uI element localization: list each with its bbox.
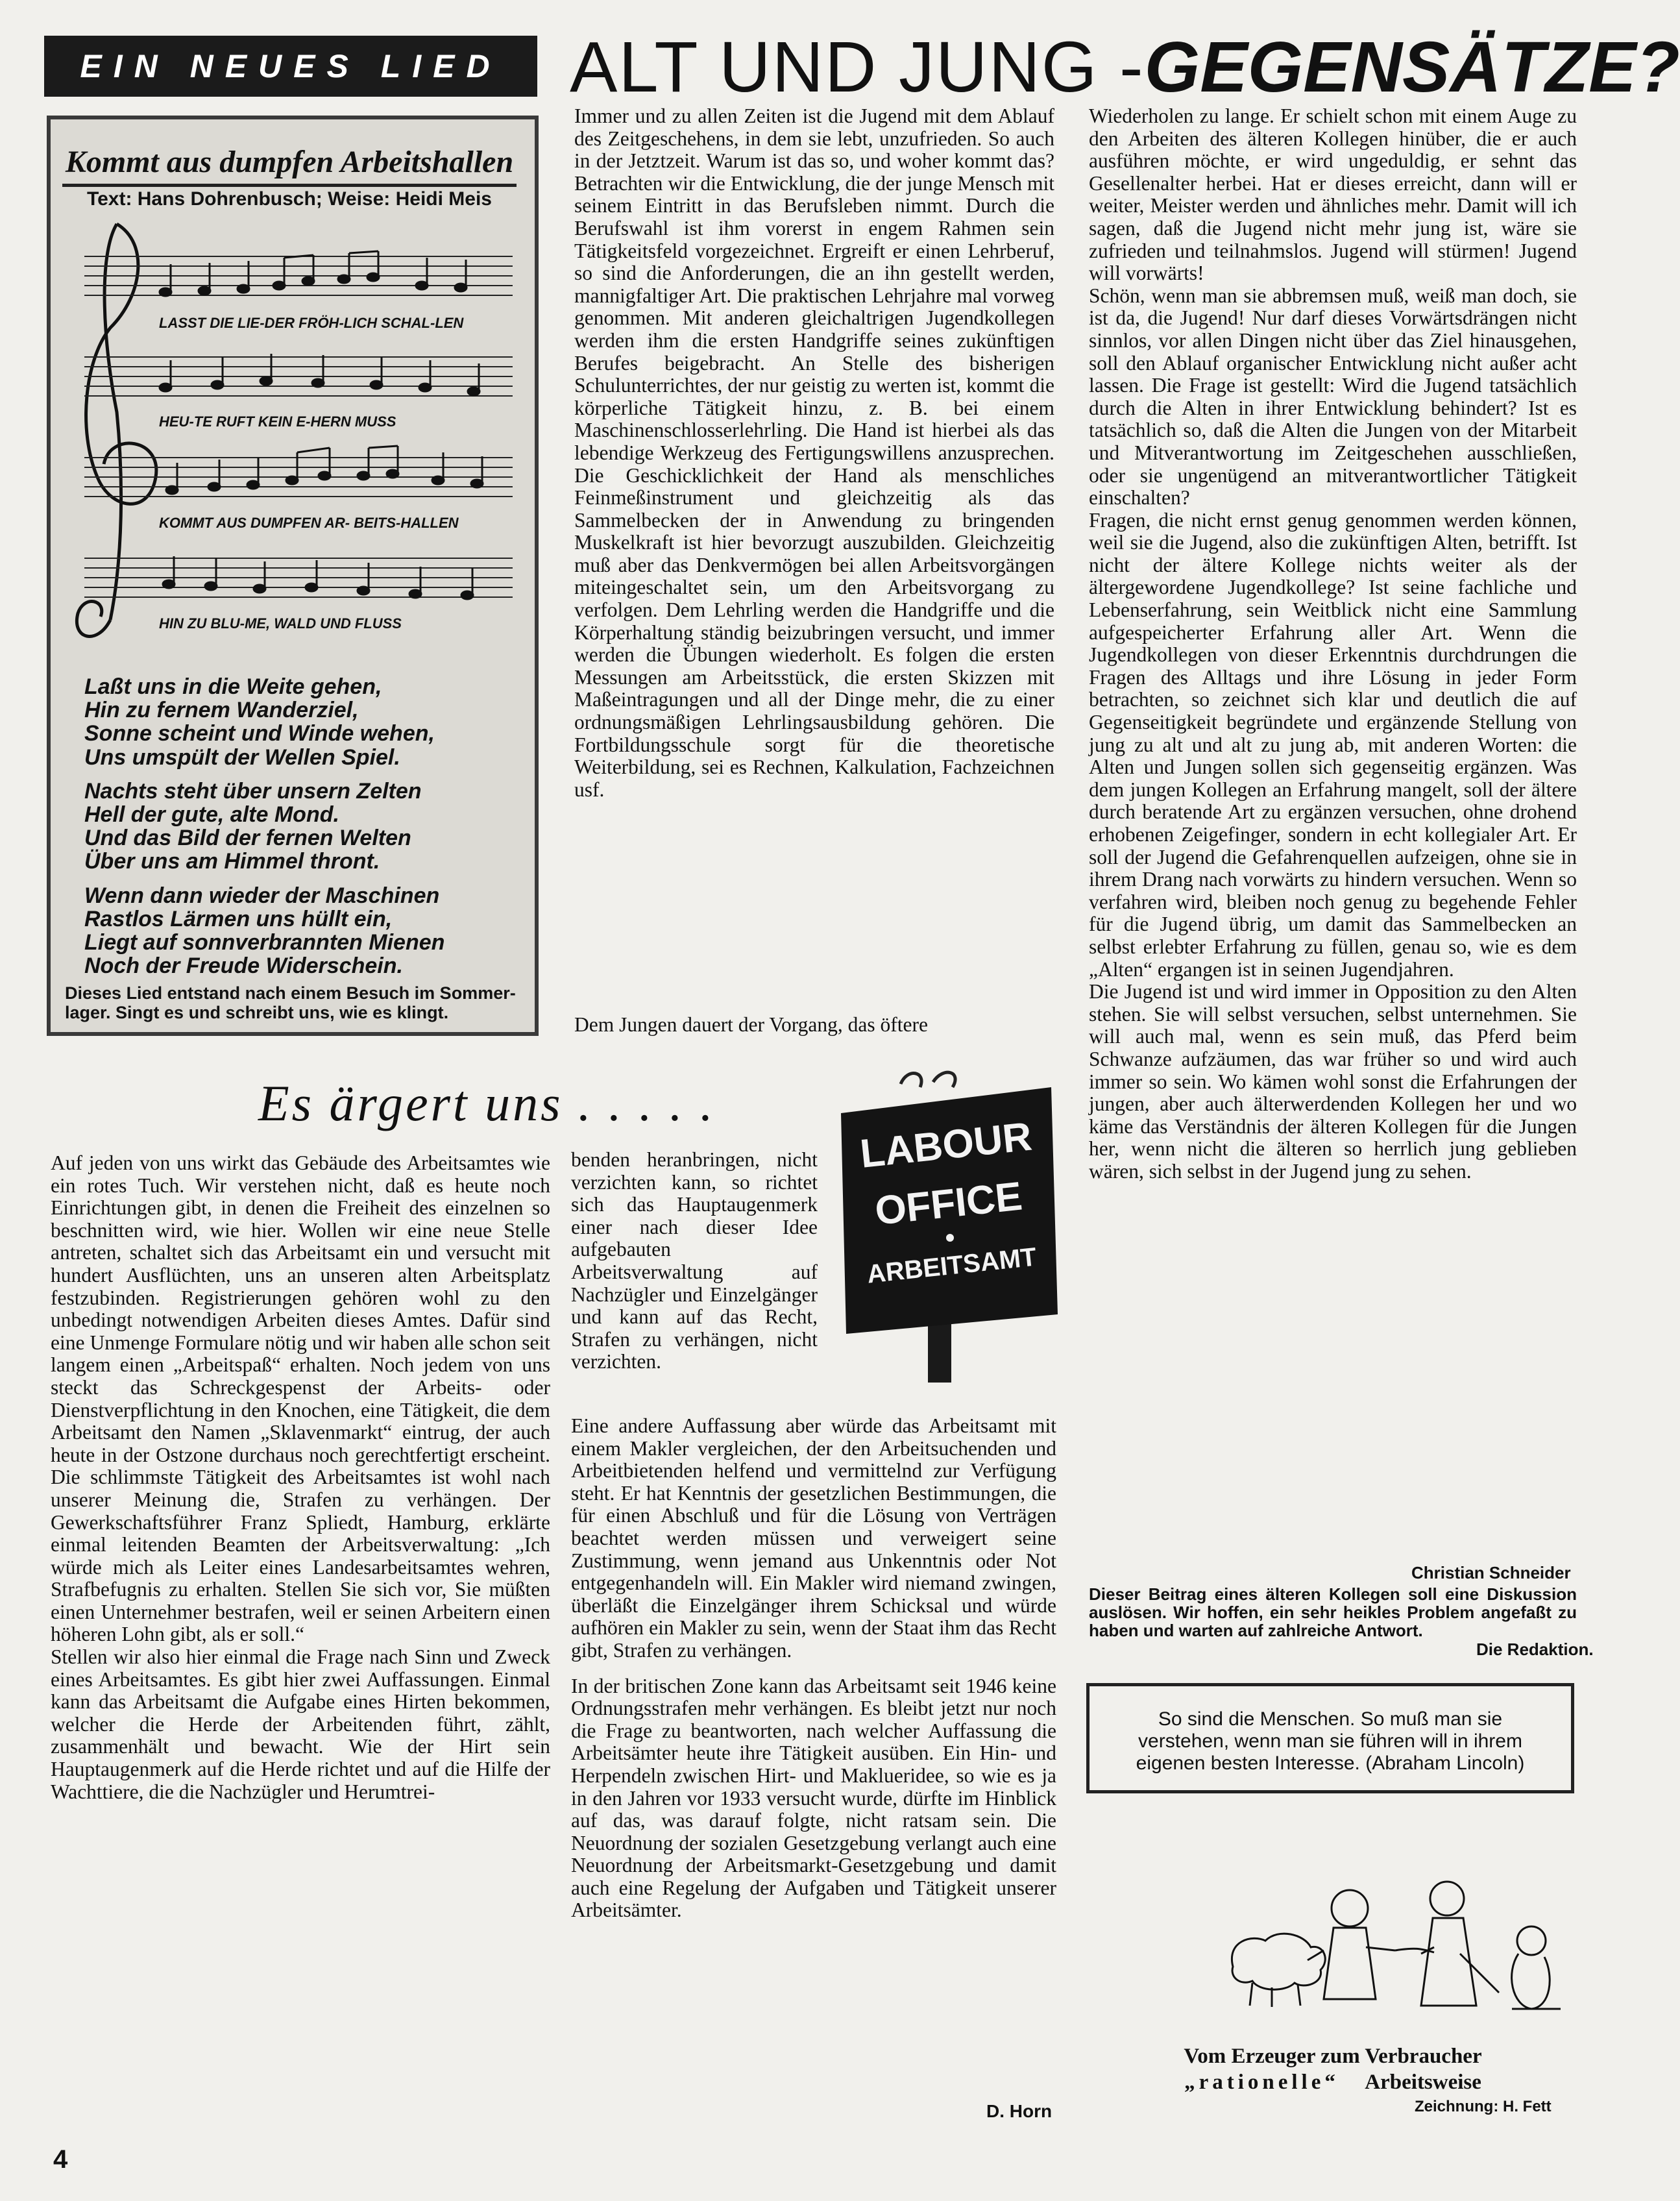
lyric-line-4: HIN ZU BLU-ME, WALD UND FLUSS (159, 615, 402, 632)
author-schneider: Christian Schneider (1411, 1563, 1571, 1582)
song-banner: EIN NEUES LIED (44, 36, 537, 97)
caption-rationelle: „rationelle“ (1184, 2071, 1339, 2094)
verse-line: Nachts steht über unsern Zelten (84, 778, 422, 804)
headline-part-1: ALT UND JUNG - (570, 27, 1145, 107)
paragraph: Fragen, die nicht ernst genug genommen werden können, weil sie die Jugend, also die zukünftigen Alten, betrifft. Ist nicht der ältere Kollege nichts weiter als der ältergewordene Jugendkollege? Ist seine fachliche und Lebenserfahrung, sein Weitblick nicht eine Sammlung aufgespeicherter Erfahrung aller Art. Wenn die Jugendkollegen von dieser Erkenntnis durchdrungen die Fragen des Alltags und ihre Lösung in jeder Form betrachten, so zeichnet sich klar und deutlich die auf Gegenseitigkeit begründete und ergänzende Stellung von jung zu alt und alt zu jung ab, mit anderen Worten: die Alten und Jungen sollen sich gegenseitig ergänzen. Was dem jungen Kollegen an Erfahrung mangelt, soll der ältere durch beratende Art zu ergänzen versuchen, ohne drohend erhobenen Zeigefinger, sondern in echt kollegialer Art. Er soll der Jugend die Gefahrenquellen aufzeigen, ohne sie in ihrem Drang nach vorwärts zu hindern versuchen. Wenn so verfahren wird, bleiben noch genug zu begehende Fehler für die Jugend übrig, um damit das Sammelbecken an selbst erlebter Erfahrung zu füllen, genau so, wie es dem „Alten“ ergangen ist in seinen Jugendjahren. (1089, 508, 1577, 981)
song-note (65, 983, 519, 1022)
paragraph: Wiederholen zu lange. Er schielt schon mit einem Auge zu den Arbeiten des älteren Kollegen hinüber, die er auch ausführen möchte, er wird ungeduldig, er sehnt das Gesellenalter herbei. Hat er dieses erreicht, dann will er weiter, Meister werden und ähnliches mehr. Damit will ich sagen, daß die Jugend nicht mehr jung ist, wäre sie zufrieden und teilnahmslos. Jugend will stürmen! Jugend will vorwärts! (1089, 105, 1577, 285)
cartoon-illustration (1226, 1837, 1564, 2032)
cartoon-caption-line-2 (1089, 2071, 1577, 2095)
verse-line: Hell der gute, alte Mond. (84, 802, 339, 828)
song-note-line-1: Dieses Lied entstand nach einem Besuch im Sommer- (65, 983, 516, 1003)
verse-line: Über uns am Himmel thront. (84, 849, 380, 874)
verse-line: Laßt uns in die Weite gehen, (84, 674, 382, 699)
sign-text-labour: LABOUR (858, 1114, 1034, 1177)
article-arbeitsamt-title: Es ärgert uns . . . . . (258, 1075, 716, 1131)
quote-box (1086, 1683, 1574, 1793)
paragraph: Eine andere Auffassung aber würde das Arbeitsamt mit einem Makler vergleichen, der den Arbeitsuchenden und Arbeitbietenden helfend und vermittelnd zur Verfügung steht. Er hat Kenntnis der gesetzlichen Bestimmungen, die für einen Abschluß und für die Lösung von Verträgen beachtet werden müssen und verweigert seine Zustimmung, wenn jemand aus Unkenntnis oder Not entgegenhandeln will. Ein Makler wird niemand zwingen, überläßt die Einzelgänger ihrem Schicksal und würde aufhören ein Makler zu sein, wenn der Staat ihm das Recht gibt, Strafen zu verhängen. (571, 1414, 1056, 1662)
sign-text-office: OFFICE (873, 1174, 1025, 1234)
paragraph: Auf jeden von uns wirkt das Gebäude des Arbeitsamtes wie ein rotes Tuch. Wir verstehen nicht, daß es heute noch Einrichtungen gibt, in denen die Freiheit des einzelnen so beschnitten wird, wie hier. Wollen wir eine neue Stelle antreten, schaltet sich das Arbeitsamt ein und versucht mit hundert Ausflüchten, uns an unseren alten Arbeitsplatz festzubinden. Registrierungen gehören wohl zu den unbedingt notwendigen Arbeiten dieses Amtes. Dafür sind eine Unmenge Formulare nötig und wir haben alle schon seit langem einen „Arbeitspaß“ erhalten. Noch jedem von uns steckt das Schreckgespenst der Arbeits- oder Dienstverpflichtung in den Knochen, eine Tätigkeit, die dem Arbeitsamt den Namen „Sklavenmarkt“ eintrug, der auch heute in der Ostzone durchaus noch gerechtfertigt erscheint. Die schlimmste Tätigkeit des Arbeitsamtes ist wohl nach unserer Meinung die, Strafen zu verhängen. Der Gewerkschaftsführer Franz Spliedt, Hamburg, erklärte einmal leitenden Beamten der Arbeitsverwaltung: „Ich würde mich als Leiter eines Landesarbeitsamtes wehren, Strafbefugnis zu erhalten. Stellen Sie sich vor, Sie müßten einen Unternehmer bestrafen, weil er seinen Arbeitern einen höheren Lohn gibt, als er soll.“ (51, 1151, 550, 1646)
article-arbeitsamt-column-mid (571, 1415, 1056, 1922)
paragraph: Dem Jungen dauert der Vorgang, das öftere (574, 1013, 928, 1036)
quote-text: So sind die Menschen. So muß man sie verstehen, wenn man sie führen will in ihrem eigenen besten Interesse. (Abraham Lincoln) (1136, 1708, 1525, 1774)
headline-part-2: GEGENSÄTZE? (1144, 27, 1680, 107)
stanza-2 (84, 780, 506, 874)
paragraph: Schön, wenn man sie abbremsen muß, weiß man doch, sie ist da, die Jugend! Nur darf dieses Vorwärtsdrängen nicht sinnlos, vor allen Dingen nicht über das Ziel hinausgehen, soll den Ablauf organischer Entwicklung nicht außer acht lassen. Die Frage ist gestellt: Wird die Jugend tatsächlich durch die Alten in ihrer Entwicklung behindert? Ist es tatsächlich so, daß die Alten die Jungen von der Mitarbeit und Mitverantwortung im Zeitgeschehen ausschließen, oder sie ungenügend an mitverantwortlicher Tätigkeit einschalten? (1089, 284, 1577, 510)
verse-line: Noch der Freude Widerschein. (84, 953, 403, 979)
verse-line: Wenn dann wieder der Maschinen (84, 883, 440, 908)
stanza-1 (84, 675, 506, 769)
paragraph: Immer und zu allen Zeiten ist die Jugend mit dem Ablauf des Zeitgeschehens, in dem sie lebt, unzufrieden. So auch in der Jetztzeit. Warum ist das so, und woher kommt das? Betrachten wir die Entwicklung, die der junge Mensch mit seinem Eintritt in das Berufsleben nimmt. Durch die Berufswahl ist ihm vorerst in engem Rahmen sein Tätigkeitsfeld vorgezeichnet. Ergreift er einen Lehrberuf, so sind die Anforderungen, die an ihn gestellt werden, mannigfaltiger Art. Die praktischen Lehrjahre mal vorweg genommen. Mit anderen gleichaltrigen Jugendkollegen werden ihm die ersten Handgriffe seines zukünftigen Berufes beigebracht. An Stelle des bisherigen Schulunterrichtes, der nur geistig zu werten ist, kommt die körperliche Tätigkeit hinzu, z. B. bei einem Maschinenschlosserlehrling. Die Hand ist hierbei als das lebendige Werkzeug des Fertigungswillens anzusprechen. Die Geschicklichkeit der Hand als menschliches Feinmeßinstrument und gleichzeitig als das Sammelbecken der in Anwendung zu bringenden Muskelkraft ist hier bevorzugt auszubilden. Gleichzeitig muß aber das Denkvermögen bei allen Arbeitsvorgängen miteingeschaltet sein, um den Arbeitsvorgang zu verfolgen. Dem Lehrling werden die Handgriffe und die Körperhaltung ständig beizubringen versucht, und immer werden die Übungen wiederholt. Es folgen die ersten Messungen am Arbeitsstück, die ersten Skizzen mit Maßeintragungen und all der Dinge mehr, die zu einer ordnungsmäßigen Lehrlingsausbildung gehören. Die Fortbildungsschule sorgt für die theoretische Weiterbildung, sei es Rechnen, Kalkulation, Fachzeichnen usf. (574, 105, 1054, 801)
verse-line: Rastlos Lärmen uns hüllt ein, (84, 906, 393, 931)
headline (570, 26, 1680, 107)
caption-arbeitsweise: Arbeitsweise (1365, 2071, 1481, 2094)
article-alt-jung-column-right (1089, 105, 1577, 1183)
song-title: Kommt aus dumpfen Arbeitshallen (62, 144, 517, 187)
author-horn: D. Horn (986, 2101, 1053, 2121)
stanza-3 (84, 884, 506, 978)
lyric-line-2: HEU-TE RUFT KEIN E-HERN MUSS (159, 413, 396, 430)
cartoon-caption-line-1: Vom Erzeuger zum Verbraucher (1184, 2045, 1482, 2068)
song-verses (84, 675, 506, 988)
editorial-sign: Die Redaktion. (1476, 1640, 1594, 1659)
page-number: 4 (53, 2145, 68, 2174)
lyric-line-3: KOMMT AUS DUMPFEN AR- BEITS-HALLEN (159, 515, 459, 531)
verse-line: Uns umspült der Wellen Spiel. (84, 744, 400, 770)
labour-office-sign (823, 1068, 1069, 1386)
article-arbeitsamt-column-left (51, 1152, 550, 1803)
verse-line: Sonne scheint und Winde wehen, (84, 721, 435, 746)
article-arbeitsamt-column-mid-top (571, 1149, 818, 1373)
lyric-line-1: LASST DIE LIE-DER FRÖH-LICH SCHAL-LEN (159, 315, 464, 331)
paragraph: In der britischen Zone kann das Arbeitsamt seit 1946 keine Ordnungsstrafen mehr verhängen. Es bleibt jetzt nur noch die Frage zu beantworten, nach welcher Auffassung die Arbeitsämter heute ihre Tätigkeit ausüben. Ein Hin- und Herpendeln zwischen Hirt- und Maklueridee, so wie es ja in den Jahren vor 1933 versucht wurde, dürfte im Hinblick auf das, was darauf folgte, nicht ratsam sein. Die Neuordnung der sozialen Gesetzgebung verlangt auch eine Neuordnung der Arbeitsmarkt-Gesetzgebung und damit auch eine Regelung der Aufgaben und Tätigkeit unserer Arbeitsämter. (571, 1674, 1056, 1922)
paragraph: benden heranbringen, nicht verzichten kann, so richtet sich das Hauptaugenmerk einer nach dieser Idee aufgebauten Arbeitsverwaltung auf Nachzügler und Einzelgänger und kann auf das Recht, Strafen zu verhängen, nicht verzichten. (571, 1148, 818, 1373)
verse-line: Hin zu fernem Wanderziel, (84, 698, 359, 723)
article-alt-jung-column-mid-end (574, 1014, 1054, 1037)
paragraph: Die Jugend ist und wird immer in Opposition zu den Alten stehen. Sie will selbst versuchen, selbst unternehmen. Sie will auch mal, wenn es sein muß, das Pferd beim Schwanze aufzäumen, das war früher so und wird auch immer so sein. Wo kämen wohl sonst die Erfahrungen der jungen, aber auch älterwerdenden Kollegen her und wo käme das Verständnis der älteren Kollegen für die Jungen her, wenn nicht die älteren so herrlich jung geblieben wären, sich selbst in der Jugend jung zu sehen. (1089, 980, 1577, 1183)
editorial-note: Dieser Beitrag eines älteren Kollegen soll eine Diskussion auslösen. Wir hoffen, ein sehr heikles Problem angefaßt zu haben und warten auf zahlreiche Antwort. (1089, 1584, 1577, 1640)
article-alt-jung-column-mid (574, 105, 1054, 801)
song-note-line-2: lager. Singt es und schreibt uns, wie es klingt. (65, 1003, 449, 1022)
paragraph: Stellen wir also hier einmal die Frage nach Sinn und Zweck eines Arbeitsamtes. Es gibt hier zwei Auffassungen. Einmal kann das Arbeitsamt die Aufgabe eines Hirten bekommen, welcher die Herde der Arbeitenden führt, zählt, zusammenhält und bewacht. Wie der Hirt sein Hauptaugenmerk auf die Herde richtet und auf die Hilfe der Wachttiere, die die Nachzügler und Herumtrei- (51, 1645, 550, 1803)
verse-line: Und das Bild der fernen Welten (84, 826, 411, 851)
verse-line: Liegt auf sonnverbrannten Mienen (84, 930, 445, 955)
sign-text-arbeitsamt: ARBEITSAMT (865, 1242, 1038, 1289)
song-credits: Text: Hans Dohrenbusch; Weise: Heidi Meis (86, 188, 492, 210)
cartoon-credit: Zeichnung: H. Fett (1415, 2098, 1552, 2115)
sheet-music (71, 217, 519, 672)
